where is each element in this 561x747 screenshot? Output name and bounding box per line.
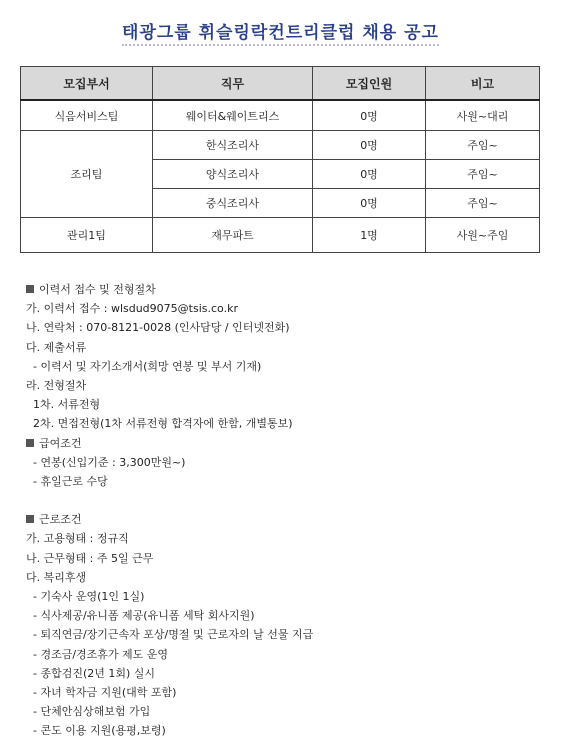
table-header-row xyxy=(21,67,540,101)
table-row xyxy=(21,131,540,160)
blank-line xyxy=(26,491,546,510)
header-note: 비고 xyxy=(426,67,540,101)
cell-job: 중식조리사 xyxy=(153,189,313,218)
cell-note: 주임~ xyxy=(426,131,540,160)
cell-count: 0명 xyxy=(313,189,426,218)
cell-count: 0명 xyxy=(313,160,426,189)
cell-count: 1명 xyxy=(313,218,426,253)
square-bullet-icon xyxy=(26,439,34,447)
table-row xyxy=(21,100,540,131)
cell-dept: 식음서비스팀 xyxy=(21,100,153,131)
section-heading: 급여조건 xyxy=(26,434,546,453)
info-line: 2차. 면접전형(1차 서류전형 합격자에 한함, 개별통보) xyxy=(26,417,293,431)
square-bullet-icon xyxy=(26,515,34,523)
info-line: - 자녀 학자금 지원(대학 포함) xyxy=(26,685,177,699)
info-line: - 휴일근로 수당 xyxy=(26,474,108,488)
square-bullet-icon xyxy=(26,285,34,293)
info-line: 다. 제출서류 xyxy=(26,340,87,354)
info-line: 라. 전형절차 xyxy=(26,378,87,392)
header-count: 모집인원 xyxy=(313,67,426,101)
info-line: - 기숙사 운영(1인 1실) xyxy=(26,590,145,603)
cell-job: 한식조리사 xyxy=(153,131,313,160)
cell-note: 주임~ xyxy=(426,160,540,189)
section-heading: 근로조건 xyxy=(26,510,546,529)
info-line: - 이력서 및 자기소개서(희망 연봉 및 부서 기재) xyxy=(26,359,262,373)
cell-job: 재무파트 xyxy=(153,218,313,253)
cell-job: 양식조리사 xyxy=(153,160,313,189)
info-line: 다. 복리후생 xyxy=(26,570,87,584)
info-line: - 식사제공/유니폼 제공(유니폼 세탁 회사지원) xyxy=(26,609,255,623)
info-line: - 경조금/경조휴가 제도 운영 xyxy=(26,647,169,661)
info-line: - 콘도 이용 지원(용평,보령) xyxy=(26,724,166,738)
info-line: - 단체안심상해보험 가입 xyxy=(26,705,151,719)
info-line: 가. 이력서 접수 : wlsdud9075@tsis.co.kr xyxy=(26,302,238,316)
cell-job: 웨이터&웨이트리스 xyxy=(153,100,313,131)
info-line: - 퇴직연금/장기근속자 포상/명절 및 근로자의 날 선물 지급 xyxy=(26,628,314,642)
page-title xyxy=(0,18,561,43)
info-line: 나. 연락처 : 070-8121-0028 (인사담당 / 인터넷전화) xyxy=(26,321,290,335)
section-heading: 이력서 접수 및 전형절차 xyxy=(26,280,546,299)
cell-dept: 조리팀 xyxy=(21,131,153,218)
info-line: 가. 고용형태 : 정규직 xyxy=(26,532,129,546)
cell-note: 주임~ xyxy=(426,189,540,218)
table-row xyxy=(21,218,540,253)
title-text: 태광그룹 휘슬링락컨트리클럽 채용 공고 xyxy=(122,23,439,46)
header-job: 직무 xyxy=(153,67,313,101)
info-section xyxy=(26,280,546,741)
cell-note: 사원~주임 xyxy=(426,218,540,253)
info-line: 나. 근무형태 : 주 5일 근무 xyxy=(26,551,154,565)
cell-count: 0명 xyxy=(313,100,426,131)
header-dept: 모집부서 xyxy=(21,67,153,101)
cell-note: 사원~대리 xyxy=(426,100,540,131)
info-line: 1차. 서류전형 xyxy=(26,398,101,412)
info-line: - 종합검진(2년 1회) 실시 xyxy=(26,666,156,680)
cell-count: 0명 xyxy=(313,131,426,160)
cell-dept: 관리1팀 xyxy=(21,218,153,253)
recruitment-table xyxy=(20,66,540,253)
info-line: - 연봉(신입기준 : 3,300만원~) xyxy=(26,455,186,469)
